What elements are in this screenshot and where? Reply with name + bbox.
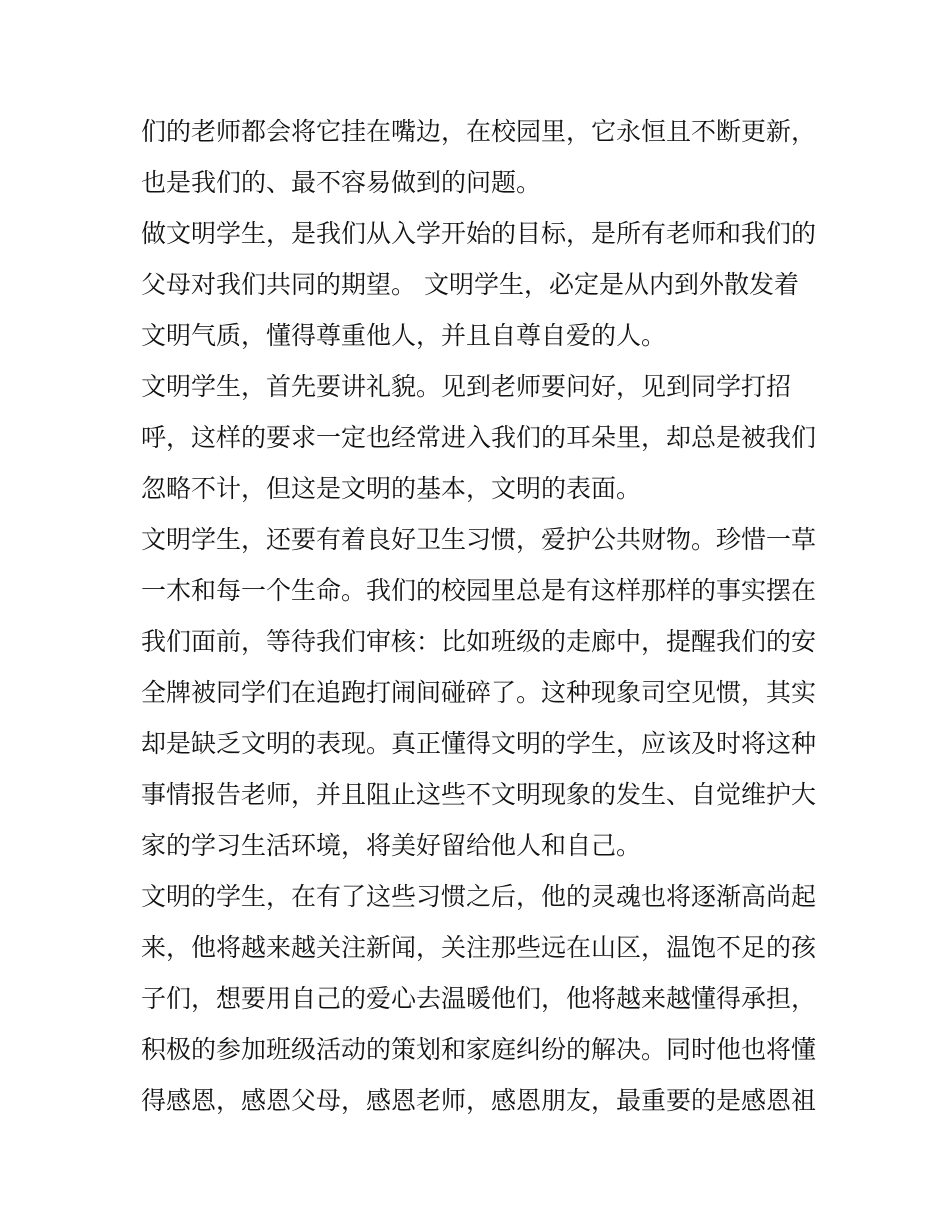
text-line: 家的学习生活环境，将美好留给他人和自己。 (141, 831, 642, 860)
text-line: 呼，这样的要求一定也经常进入我们的耳朵里，却总是被我们 (141, 423, 817, 452)
text-line: 文明气质，懂得尊重他人，并且自尊自爱的人。 (141, 321, 667, 350)
text-line: 来，他将越来越关注新闻，关注那些远在山区，温饱不足的孩 (141, 933, 817, 962)
text-line: 得感恩，感恩父母，感恩老师，感恩朋友，最重要的是感恩祖 (141, 1086, 817, 1115)
text-line: 一木和每一个生命。我们的校园里总是有这样那样的事实摆在 (141, 576, 817, 605)
text-line: 也是我们的、最不容易做到的问题。 (141, 168, 542, 197)
text-line: 做文明学生，是我们从入学开始的目标，是所有老师和我们的 (141, 219, 817, 248)
text-line: 子们，想要用自己的爱心去温暖他们，他将越来越懂得承担， (141, 984, 817, 1013)
text-line: 文明学生，还要有着良好卫生习惯，爱护公共财物。珍惜一草 (141, 525, 817, 554)
text-line: 父母对我们共同的期望。 文明学生，必定是从内到外散发着 (141, 270, 799, 299)
text-line: 文明学生，首先要讲礼貌。见到老师要问好，见到同学打招 (141, 372, 792, 401)
text-line: 们的老师都会将它挂在嘴边，在校园里，它永恒且不断更新， (141, 117, 817, 146)
text-line: 我们面前，等待我们审核：比如班级的走廊中，提醒我们的安 (141, 627, 817, 656)
document-body (141, 106, 816, 1126)
text-line: 事情报告老师，并且阻止这些不文明现象的发生、自觉维护大 (141, 780, 817, 809)
text-line: 忽略不计，但这是文明的基本，文明的表面。 (141, 474, 642, 503)
text-line: 却是缺乏文明的表现。真正懂得文明的学生，应该及时将这种 (141, 729, 817, 758)
text-line: 文明的学生，在有了这些习惯之后，他的灵魂也将逐渐高尚起 (141, 882, 817, 911)
text-line: 积极的参加班级活动的策划和家庭纠纷的解决。同时他也将懂 (141, 1035, 817, 1064)
text-line: 全牌被同学们在追跑打闹间碰碎了。这种现象司空见惯，其实 (141, 678, 817, 707)
